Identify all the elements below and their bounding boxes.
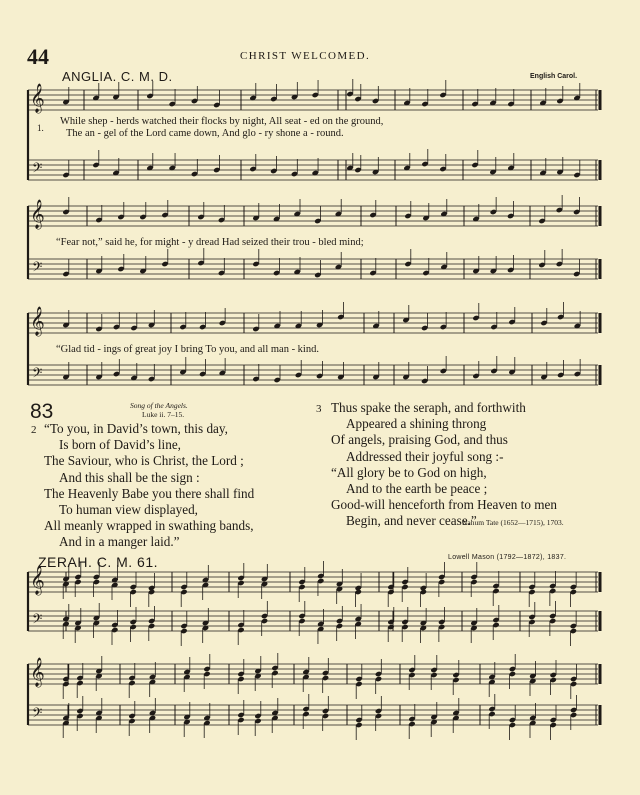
verse-line: Appeared a shining throng xyxy=(346,416,487,432)
verse-line: And this shall be the sign : xyxy=(59,469,200,485)
bass-clef-icon: 𝄢 xyxy=(32,160,43,179)
tune-name-zerah: ZERAH. C. M. 61. xyxy=(38,554,159,570)
bass-clef-icon: 𝄢 xyxy=(32,259,43,278)
verse-line: “All glory be to God on high, xyxy=(331,464,487,480)
verse-line: The Heavenly Babe you there shall find xyxy=(44,485,255,501)
composer-anglia: English Carol. xyxy=(530,73,578,80)
verse-line: Is born of David’s line, xyxy=(59,437,181,453)
bass-clef-icon: 𝄢 xyxy=(32,365,43,384)
treble-clef-icon: 𝄞 xyxy=(30,306,45,335)
verse-line: The Saviour, who is Christ, the Lord ; xyxy=(44,453,244,469)
verse-line: Thus spake the seraph, and forthwith xyxy=(331,400,526,415)
treble-clef-icon: 𝄞 xyxy=(30,657,45,686)
lyric-line-2: The an - gel of the Lord came down, And glo - ry shone a - round. xyxy=(66,128,344,139)
lyric-line-3: “Fear not,” said he, for might - y dread Had seized their trou - bled mind; xyxy=(56,237,364,248)
verse-line: To human view displayed, xyxy=(59,502,198,518)
lyric-line-4: “Glad tid - ings of great joy I bring To you, and all man - kind. xyxy=(56,344,319,355)
tune-name-anglia: ANGLIA. C. M. D. xyxy=(62,69,173,84)
scripture-reference: Luke ii. 7–15. xyxy=(142,410,185,419)
lyric-line-1: While shep - herds watched their flocks by night, All seat - ed on the ground, xyxy=(60,116,384,127)
treble-clef-icon: 𝄞 xyxy=(30,199,45,228)
verse-line: Begin, and never cease.” xyxy=(346,513,477,529)
verse-line: “To you, in David’s town, this day, xyxy=(44,421,228,436)
composer-zerah: Lowell Mason (1792—1872), 1837. xyxy=(448,554,567,561)
verse-label: 1. xyxy=(37,123,44,133)
verse-line: All meanly wrapped in swathing bands, xyxy=(44,518,254,534)
page-number: 44 xyxy=(27,44,49,69)
hymn-number: 83 xyxy=(30,400,54,423)
verse-line: And to the earth be peace ; xyxy=(346,481,488,497)
verse-line: And in a manger laid.” xyxy=(59,534,180,550)
hymn-title: Song of the Angels. xyxy=(130,401,188,410)
verse-line: Good-will henceforth from Heaven to men xyxy=(331,497,557,513)
verse-line: Addressed their joyful song :- xyxy=(346,448,504,464)
author-credit: Nahum Tate (1652—1715), 1703. xyxy=(462,518,564,527)
bass-clef-icon: 𝄢 xyxy=(32,705,43,724)
treble-clef-icon: 𝄞 xyxy=(30,565,45,594)
bass-clef-icon: 𝄢 xyxy=(32,611,43,630)
verse-number-2: 2 xyxy=(31,424,37,436)
verse-number-3: 3 xyxy=(316,403,322,415)
treble-clef-icon: 𝄞 xyxy=(30,83,45,112)
running-head: CHRIST WELCOMED. xyxy=(240,50,371,62)
verse-line: Of angels, praising God, and thus xyxy=(331,432,508,448)
